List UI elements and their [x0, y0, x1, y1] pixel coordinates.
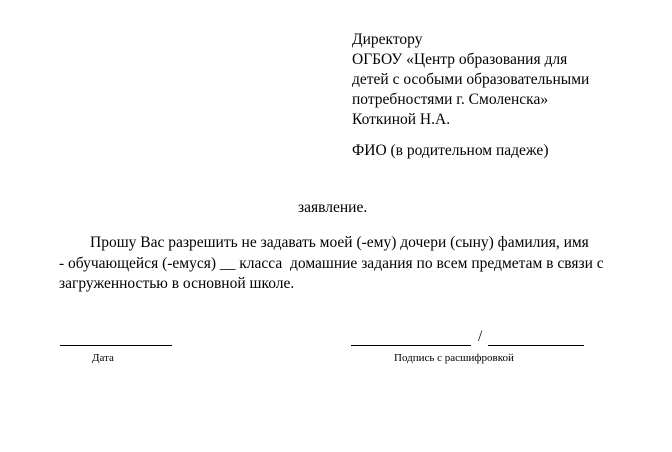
addressee-organization-line-3: потребностями г. Смоленска»: [352, 91, 549, 108]
date-blank-line: [60, 345, 172, 346]
body-line-1: Прошу Вас разрешить не задавать моей (-ему) дочери (сыну) фамилия, имя: [59, 234, 589, 251]
addressee-organization-line-2: детей с особыми образовательными: [352, 71, 590, 88]
addressee-position: Директору: [352, 31, 423, 48]
date-caption: Дата: [92, 352, 114, 364]
body-line-3: загруженностью в основной школе.: [59, 275, 295, 292]
addressee-name: Коткиной Н.А.: [352, 111, 451, 128]
addressee-organization-line-1: ОГБОУ «Центр образования для: [352, 51, 568, 68]
signature-separator: /: [478, 328, 483, 345]
addressee-block: [352, 30, 662, 130]
signature-blank-line: [351, 345, 471, 346]
signature-decryption-blank-line: [488, 345, 584, 346]
document-title: заявление.: [298, 199, 368, 216]
body-line-2: - обучающейся (-емуся) __ класса домашние задания по всем предметам в связи с: [59, 254, 604, 272]
sender-fio-placeholder: ФИО (в родительном падеже): [352, 142, 549, 159]
signature-caption: Подпись с расшифровкой: [394, 352, 514, 364]
document-body: [59, 233, 619, 295]
